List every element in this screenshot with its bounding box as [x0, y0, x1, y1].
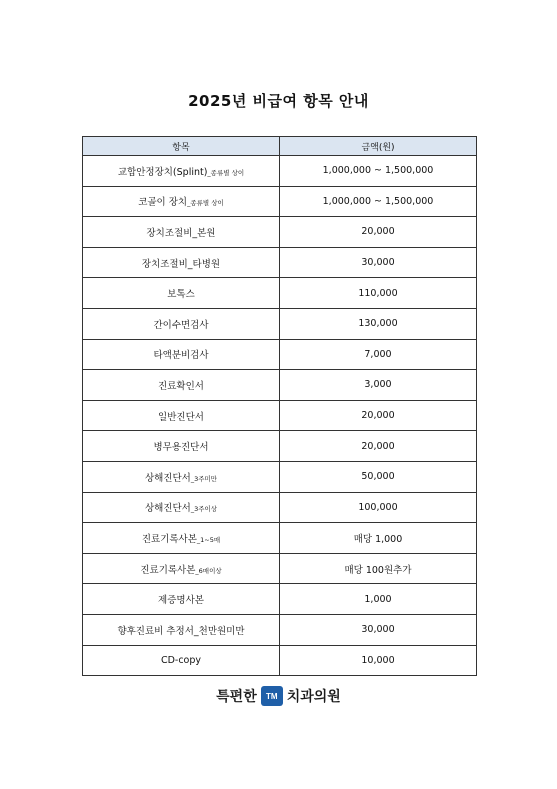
item-name: 교합안정장치(Splint) [117, 166, 208, 178]
table-row [83, 278, 477, 309]
price-cell: 50,000 [280, 461, 477, 492]
item-cell [83, 523, 280, 554]
table-row [83, 584, 477, 615]
table-row [83, 553, 477, 584]
item-name: 보톡스 [167, 289, 195, 301]
item-cell [83, 217, 280, 248]
item-cell [83, 461, 280, 492]
clinic-name-right: 치과의원 [286, 689, 341, 705]
item-note: _1~5매 [196, 535, 221, 544]
table-row [83, 523, 477, 554]
table-row [83, 492, 477, 523]
item-name: 진료확인서 [158, 380, 204, 392]
table-row [83, 614, 477, 645]
price-cell: 20,000 [280, 217, 477, 248]
table-row [83, 308, 477, 339]
table-row [83, 156, 477, 187]
item-name: 일반진단서 [158, 411, 204, 423]
item-cell [83, 553, 280, 584]
item-cell [83, 645, 280, 676]
price-cell: 1,000,000 ~ 1,500,000 [280, 156, 477, 187]
item-note: _종류별 상이 [187, 199, 224, 208]
tm-logo-icon: TM [261, 686, 283, 706]
table-row [83, 247, 477, 278]
table-row [83, 370, 477, 401]
item-name: 병무용진단서 [153, 442, 209, 454]
item-cell [83, 186, 280, 217]
item-name: 향후진료비 추정서_천만원미만 [117, 625, 245, 637]
item-name: 장치조절비_타병원 [141, 258, 221, 270]
item-name: 간이수면검사 [153, 319, 209, 331]
item-note: _3주이상 [190, 505, 218, 514]
table-row [83, 186, 477, 217]
price-cell: 110,000 [280, 278, 477, 309]
price-cell: 1,000,000 ~ 1,500,000 [280, 186, 477, 217]
table-row [83, 431, 477, 462]
item-name: 진료기록사본 [141, 533, 197, 545]
table-row [83, 400, 477, 431]
price-cell: 20,000 [280, 400, 477, 431]
clinic-name-left: 특편한 [216, 689, 257, 705]
item-name: 타액분비검사 [153, 350, 209, 362]
table-row [83, 217, 477, 248]
item-name: 코골이 장치 [138, 197, 188, 209]
item-cell [83, 278, 280, 309]
page-title: 2025년 비급여 항목 안내 [188, 92, 369, 110]
item-cell [83, 156, 280, 187]
price-cell: 100,000 [280, 492, 477, 523]
price-cell: 3,000 [280, 370, 477, 401]
item-cell [83, 308, 280, 339]
item-name: 장치조절비_본원 [146, 227, 216, 239]
column-header-item: 항목 [83, 137, 280, 156]
item-name: 상해진단서 [144, 472, 191, 484]
item-name: 진료기록사본 [140, 564, 196, 576]
price-cell: 30,000 [280, 614, 477, 645]
item-cell [83, 247, 280, 278]
table-row [83, 645, 477, 676]
price-cell: 130,000 [280, 308, 477, 339]
item-note: _6매이상 [195, 566, 222, 575]
item-note: _종류별 상이 [207, 168, 245, 177]
item-name: 상해진단서 [144, 503, 191, 515]
price-cell: 매당 100원추가 [280, 553, 477, 584]
item-cell [83, 584, 280, 615]
price-cell: 30,000 [280, 247, 477, 278]
fee-table [82, 136, 477, 676]
column-header-price: 금액(원) [280, 137, 477, 156]
price-cell: 1,000 [280, 584, 477, 615]
table-row [83, 461, 477, 492]
price-cell: 7,000 [280, 339, 477, 370]
clinic-footer-logo [0, 686, 557, 706]
item-name: 제증명사본 [158, 595, 204, 607]
price-cell: 10,000 [280, 645, 477, 676]
price-cell: 매당 1,000 [280, 523, 477, 554]
item-cell [83, 492, 280, 523]
table-header-row [83, 137, 477, 156]
item-cell [83, 400, 280, 431]
price-cell: 20,000 [280, 431, 477, 462]
item-cell [83, 339, 280, 370]
item-cell [83, 431, 280, 462]
item-cell [83, 370, 280, 401]
item-name: CD-copy [160, 654, 202, 666]
item-note: _3주미만 [190, 474, 218, 483]
item-cell [83, 614, 280, 645]
table-row [83, 339, 477, 370]
